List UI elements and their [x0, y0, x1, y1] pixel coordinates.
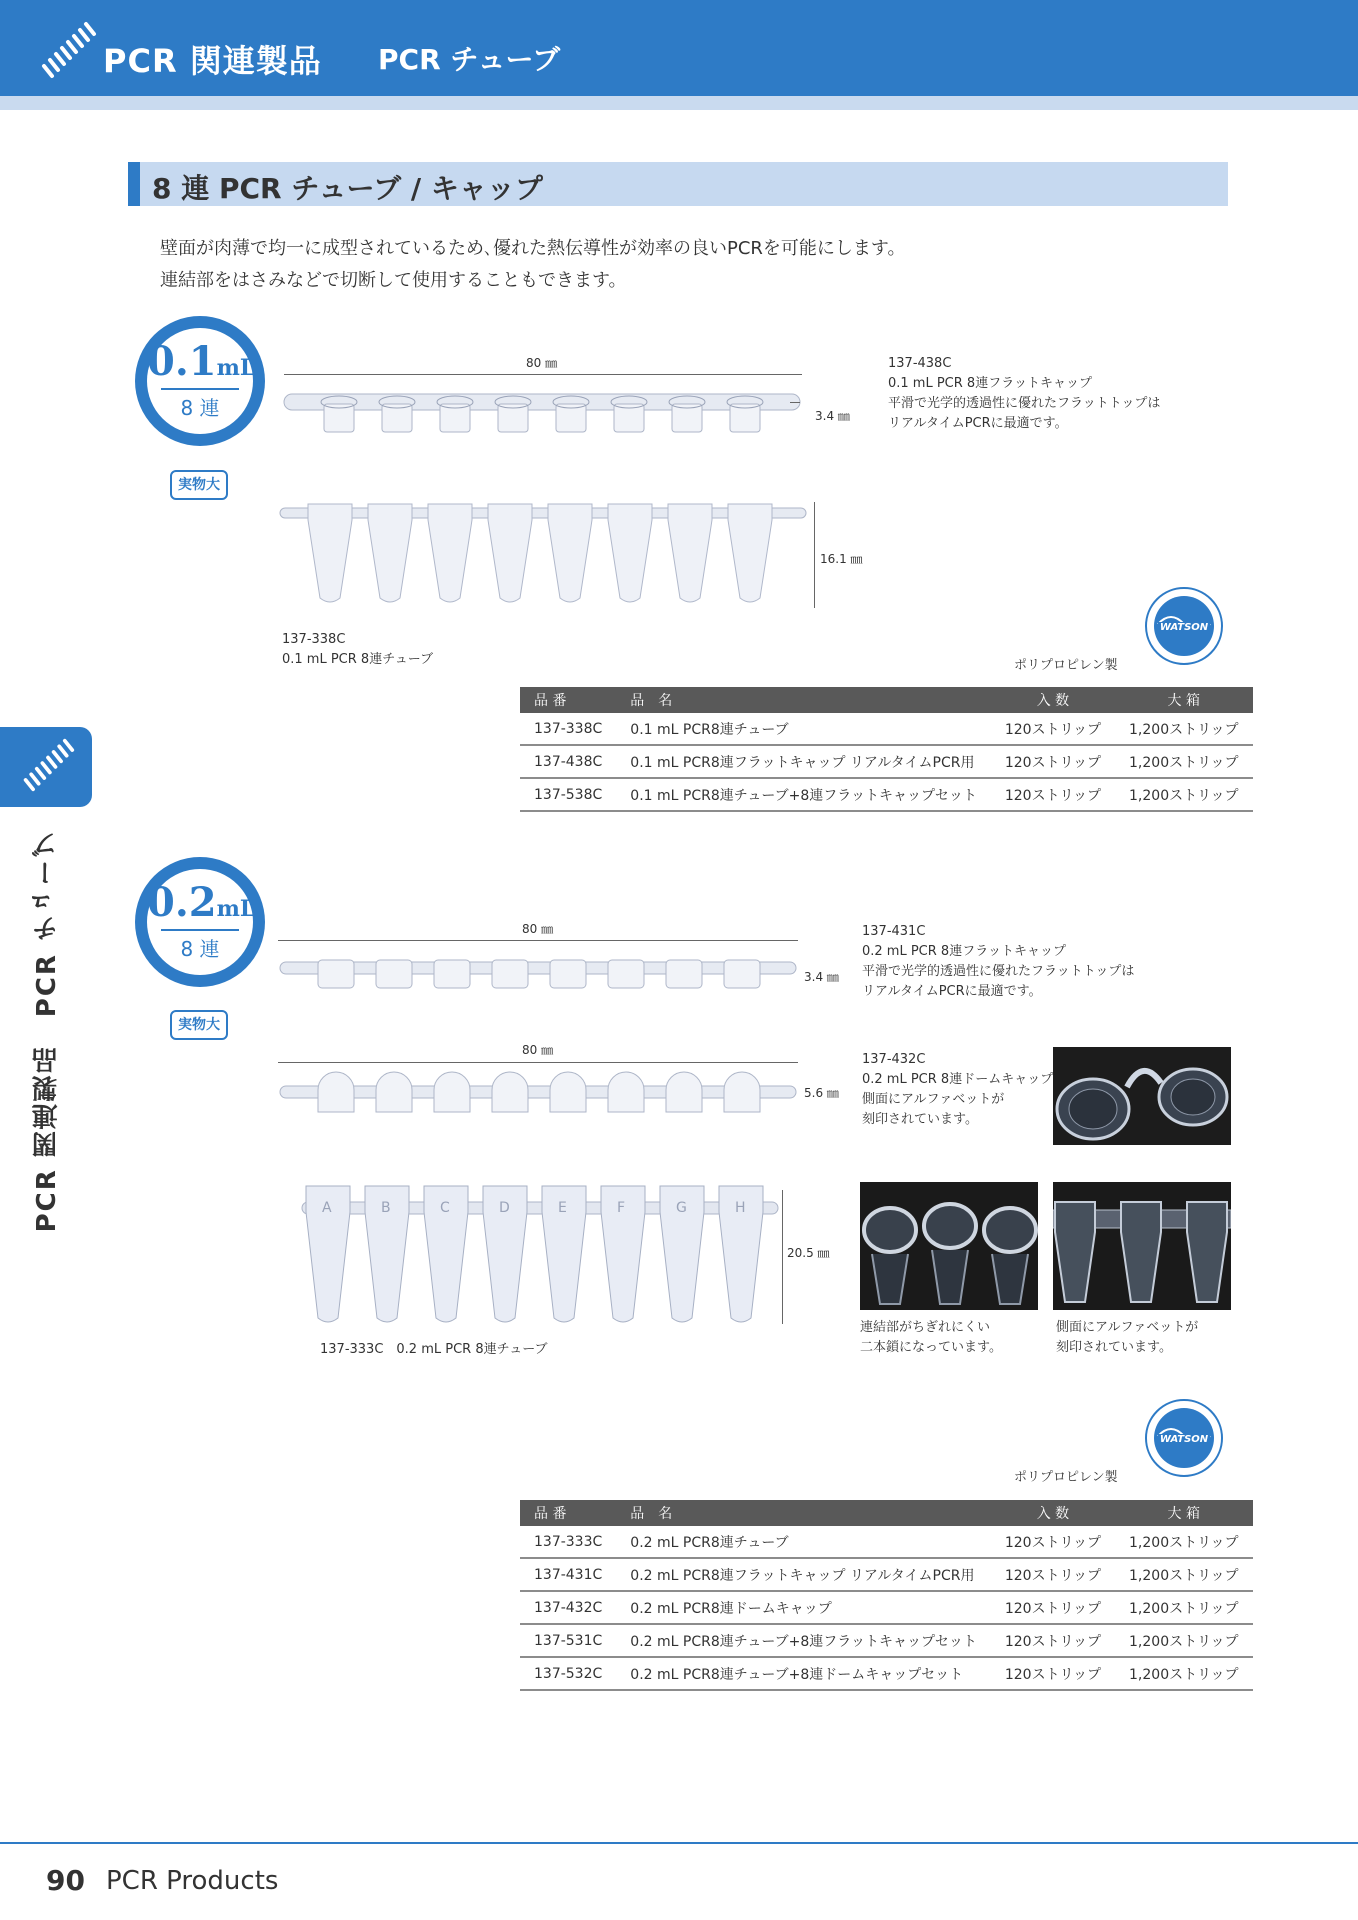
flat-cap-code: 137-431C — [862, 924, 926, 939]
cell-name: 0.2 mL PCR8連ドームキャップ — [616, 1591, 991, 1624]
table-row — [520, 713, 1253, 745]
cell-case: 1,200ストリップ — [1115, 1526, 1253, 1558]
col-header-code: 品 番 — [520, 1500, 616, 1526]
tube-strip-image — [278, 496, 808, 608]
cell-code: 137-438C — [520, 745, 616, 778]
side-tab-label: PCR 関連製品 PCR チューブ — [32, 830, 62, 1233]
table-row — [520, 1558, 1253, 1591]
page-number: 90 — [46, 1864, 85, 1897]
table-row — [520, 745, 1253, 778]
footer-rule — [0, 1842, 1358, 1844]
cell-qty: 120ストリップ — [991, 745, 1115, 778]
dim-width: 80 ㎜ — [522, 1043, 554, 1057]
cell-case: 1,200ストリップ — [1115, 1591, 1253, 1624]
cell-name: 0.1 mL PCR8連チューブ — [616, 713, 991, 745]
cell-case: 1,200ストリップ — [1115, 1558, 1253, 1591]
cell-qty: 120ストリップ — [991, 1657, 1115, 1690]
col-header-qty: 入 数 — [991, 687, 1115, 713]
dim-tube-height: 20.5 ㎜ — [787, 1246, 830, 1260]
col-header-name: 品 名 — [616, 1500, 991, 1526]
header-underline — [0, 96, 1358, 110]
table-row — [520, 778, 1253, 811]
dome-cap-photo — [1053, 1047, 1231, 1145]
col-header-code: 品 番 — [520, 687, 616, 713]
dim-line — [278, 1062, 798, 1063]
caption-line: 連結部がちぎれにくい — [860, 1320, 991, 1335]
table-header-row — [520, 1500, 1253, 1526]
cap-description — [888, 354, 1160, 434]
watson-guarantee-seal-icon — [1144, 1398, 1224, 1478]
cell-name: 0.1 mL PCR8連フラットキャップ リアルタイムPCR用 — [616, 745, 991, 778]
cell-code: 137-431C — [520, 1558, 616, 1591]
actual-size-label: 実物大 — [170, 1010, 228, 1040]
tube-letter-photo — [1053, 1182, 1231, 1310]
cell-case: 1,200ストリップ — [1115, 1657, 1253, 1690]
dim-cap-height: 5.6 ㎜ — [804, 1086, 839, 1100]
badge-volume: 0.1 — [147, 338, 217, 385]
cell-code: 137-432C — [520, 1591, 616, 1624]
volume-badge — [135, 316, 265, 446]
dome-cap-description — [862, 1050, 1053, 1130]
dome-cap-desc-1: 側面にアルファベットが — [862, 1092, 1005, 1107]
flat-cap-desc-2: リアルタイムPCRに最適です。 — [862, 984, 1042, 999]
col-header-name: 品 名 — [616, 687, 991, 713]
table-row — [520, 1591, 1253, 1624]
header-title: PCR 関連製品 — [103, 42, 322, 80]
tube-name: 0.1 mL PCR 8連チューブ — [282, 652, 434, 667]
volume-badge — [135, 857, 265, 987]
dim-tube-height: 16.1 ㎜ — [820, 552, 863, 566]
badge-count: 8 連 — [180, 937, 220, 961]
tube-letter: B — [381, 1200, 391, 1216]
dim-line — [782, 1190, 783, 1324]
cell-case: 1,200ストリップ — [1115, 745, 1253, 778]
dome-cap-strip-image — [278, 1068, 798, 1116]
cell-qty: 120ストリップ — [991, 1526, 1115, 1558]
cell-qty: 120ストリップ — [991, 1558, 1115, 1591]
tube-letter: D — [499, 1200, 510, 1216]
cell-code: 137-532C — [520, 1657, 616, 1690]
cell-qty: 120ストリップ — [991, 1624, 1115, 1657]
dim-line — [278, 940, 798, 941]
flat-cap-strip-image — [278, 956, 798, 992]
cell-code: 137-333C — [520, 1526, 616, 1558]
header-subtitle: PCR チューブ — [378, 43, 561, 76]
actual-size-label: 実物大 — [170, 470, 228, 500]
cell-code: 137-338C — [520, 713, 616, 745]
cell-qty: 120ストリップ — [991, 713, 1115, 745]
table-row — [520, 1624, 1253, 1657]
watson-guarantee-seal-icon — [1144, 586, 1224, 666]
material-label: ポリプロピレン製 — [1014, 658, 1118, 673]
cap-name: 0.1 mL PCR 8連フラットキャップ — [888, 376, 1092, 391]
dim-width: 80 ㎜ — [522, 922, 554, 936]
tube-letter: H — [735, 1200, 746, 1216]
col-header-qty: 入 数 — [991, 1500, 1115, 1526]
cell-name: 0.2 mL PCR8連フラットキャップ リアルタイムPCR用 — [616, 1558, 991, 1591]
badge-unit: mL — [216, 896, 256, 922]
material-label: ポリプロピレン製 — [1014, 1470, 1118, 1485]
tube-letter: G — [676, 1200, 687, 1216]
photo-caption-left — [860, 1318, 1002, 1358]
table-row — [520, 1526, 1253, 1558]
cell-case: 1,200ストリップ — [1115, 1624, 1253, 1657]
svg-text:WATSON: WATSON — [1159, 622, 1209, 633]
dome-cap-name: 0.2 mL PCR 8連ドームキャップ — [862, 1072, 1054, 1087]
cell-case: 1,200ストリップ — [1115, 713, 1253, 745]
tube-code: 137-338C — [282, 632, 346, 647]
cell-code: 137-531C — [520, 1624, 616, 1657]
tube-label: 137-333C 0.2 mL PCR 8連チューブ — [320, 1342, 548, 1357]
cap-desc-2: リアルタイムPCRに最適です。 — [888, 416, 1068, 431]
photo-caption-right — [1056, 1318, 1198, 1358]
cell-qty: 120ストリップ — [991, 778, 1115, 811]
dim-cap-height: 3.4 ㎜ — [804, 970, 839, 984]
badge-count: 8 連 — [180, 396, 220, 420]
flat-cap-name: 0.2 mL PCR 8連フラットキャップ — [862, 944, 1066, 959]
col-header-case: 大 箱 — [1115, 687, 1253, 713]
dim-cap-height: 3.4 ㎜ — [815, 409, 850, 423]
flat-cap-desc-1: 平滑で光学的透過性に優れたフラットトップは — [862, 964, 1135, 979]
dim-line — [284, 374, 802, 375]
cell-code: 137-538C — [520, 778, 616, 811]
cell-case: 1,200ストリップ — [1115, 778, 1253, 811]
tube-letter: E — [558, 1200, 567, 1216]
intro-line-2: 連結部をはさみなどで切断して使用することもできます。 — [160, 270, 627, 291]
cap-code: 137-438C — [888, 356, 952, 371]
tube-link-photo — [860, 1182, 1038, 1310]
table-row — [520, 1657, 1253, 1690]
tube-letters — [300, 1200, 780, 1220]
tube-letter: F — [617, 1200, 626, 1216]
cell-qty: 120ストリップ — [991, 1591, 1115, 1624]
dim-width: 80 ㎜ — [526, 356, 558, 370]
table-header-row — [520, 687, 1253, 713]
col-header-case: 大 箱 — [1115, 1500, 1253, 1526]
flat-cap-strip-image — [282, 392, 802, 436]
cell-name: 0.1 mL PCR8連チューブ+8連フラットキャップセット — [616, 778, 991, 811]
dim-line — [790, 402, 800, 403]
intro-line-1: 壁面が肉薄で均一に成型されているため､優れた熱伝導性が効率の良いPCRを可能にします。 — [160, 238, 906, 259]
caption-line: 刻印されています。 — [1056, 1340, 1172, 1355]
dome-cap-desc-2: 刻印されています。 — [862, 1112, 978, 1127]
tube-letter: A — [322, 1200, 332, 1216]
coil-icon — [38, 20, 98, 80]
flat-cap-description — [862, 922, 1134, 1002]
footer-title: PCR Products — [106, 1866, 279, 1896]
cell-name: 0.2 mL PCR8連チューブ+8連ドームキャップセット — [616, 1657, 991, 1690]
dim-line — [814, 502, 815, 608]
coil-icon — [20, 737, 76, 793]
caption-line: 側面にアルファベットが — [1056, 1320, 1199, 1335]
cell-name: 0.2 mL PCR8連チューブ+8連フラットキャップセット — [616, 1624, 991, 1657]
product-table — [520, 1500, 1253, 1691]
section-title: 8 連 PCR チューブ / キャップ — [152, 172, 543, 205]
badge-unit: mL — [216, 355, 256, 381]
cap-desc-1: 平滑で光学的透過性に優れたフラットトップは — [888, 396, 1161, 411]
tube-letter: C — [440, 1200, 450, 1216]
badge-volume: 0.2 — [147, 879, 217, 926]
caption-line: 二本鎖になっています。 — [860, 1340, 1002, 1355]
svg-text:WATSON: WATSON — [1159, 1434, 1209, 1445]
tube-description — [282, 630, 433, 670]
product-table — [520, 687, 1253, 812]
dome-cap-code: 137-432C — [862, 1052, 926, 1067]
cell-name: 0.2 mL PCR8連チューブ — [616, 1526, 991, 1558]
